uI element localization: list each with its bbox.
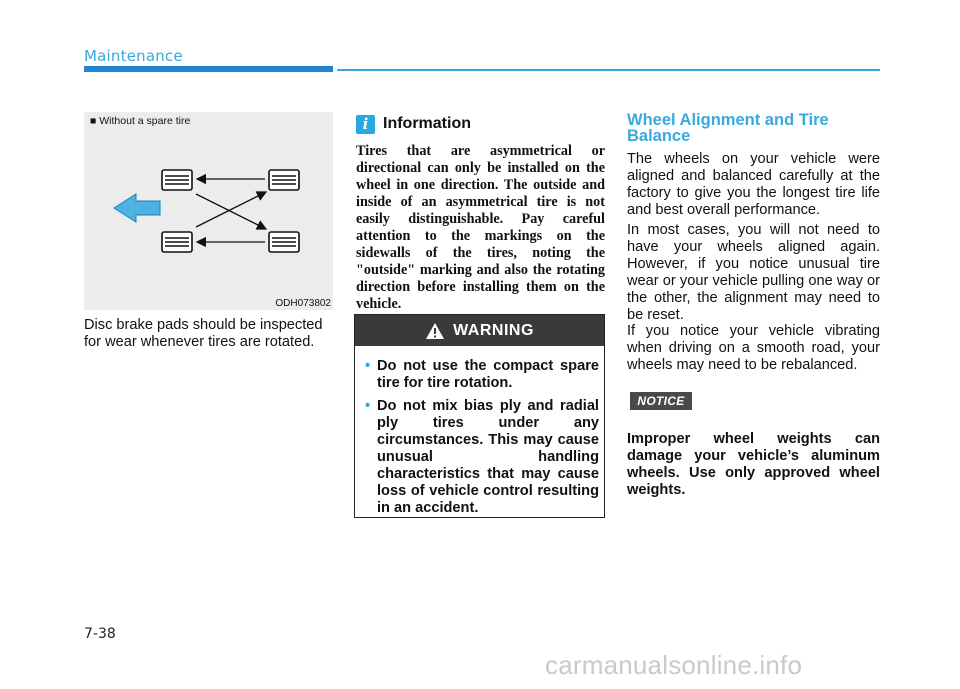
page-number: 7-38 bbox=[84, 626, 116, 642]
warning-box bbox=[354, 314, 605, 518]
tire-front-right bbox=[162, 232, 192, 252]
bullet-icon: • bbox=[365, 398, 371, 414]
section-title: Maintenance bbox=[84, 47, 183, 65]
notice-badge: NOTICE bbox=[630, 392, 692, 410]
alignment-paragraph-2: In most cases, you will not need to have your wheels aligned again. However, if you notice unusual tire wear or your vehicle pulling one way or the other, the alignment may need to be reset. bbox=[627, 222, 880, 323]
information-text: Tires that are asymmetrical or directional can only be installed on the wheel in one direction. The outside and inside of an asymmetrical tire is not easily distinguishable. Pay careful attention to the markings on the sidewalls of the tires, noting the "outside" marking and also the rotating direction before installing them on the vehicle. bbox=[356, 143, 605, 312]
warning-item bbox=[365, 398, 599, 517]
alignment-heading: Wheel Alignment and Tire Balance bbox=[627, 111, 829, 145]
information-title: Information bbox=[383, 115, 471, 132]
tire-rotation-figure bbox=[84, 112, 333, 310]
warning-item-text: Do not mix bias ply and radial ply tires under any circumstances. This may cause unusual handling characteristics that may cause loss of vehicle control resulting in an accident. bbox=[377, 398, 599, 516]
watermark: carmanualsonline.info bbox=[545, 650, 803, 680]
tire-rear-right bbox=[269, 232, 299, 252]
bullet-icon: • bbox=[365, 358, 371, 374]
warning-item bbox=[365, 358, 599, 392]
alignment-paragraph-3: If you notice your vehicle vibrating when driving on a smooth road, your wheels may need to be rebalanced. bbox=[627, 323, 880, 373]
notice-text: Improper wheel weights can damage your vehicle’s aluminum wheels. Use only approved wheel weights. bbox=[627, 431, 880, 498]
tire-rotation-diagram bbox=[84, 112, 333, 310]
alignment-paragraph-1: The wheels on your vehicle were aligned and balanced carefully at the factory to give you the longest tire life and best overall performance. bbox=[627, 151, 880, 218]
tire-front-left bbox=[162, 170, 192, 190]
tire-rear-left bbox=[269, 170, 299, 190]
brake-pad-note: Disc brake pads should be inspected for wear whenever tires are rotated. bbox=[84, 317, 323, 350]
header-rule-thin bbox=[337, 69, 880, 71]
warning-item-text: Do not use the compact spare tire for tire rotation. bbox=[377, 358, 599, 391]
warning-triangle-icon bbox=[425, 322, 445, 340]
information-heading bbox=[356, 113, 471, 135]
figure-code: ODH073802 bbox=[275, 298, 331, 309]
warning-header bbox=[355, 315, 604, 346]
figure-caption: ■ Without a spare tire bbox=[90, 115, 191, 127]
arrow-front-left-to-rear-right bbox=[196, 194, 266, 229]
warning-list bbox=[365, 358, 599, 523]
arrow-front-right-to-rear-left bbox=[196, 192, 266, 227]
warning-title: WARNING bbox=[453, 321, 534, 339]
front-direction-arrow bbox=[114, 194, 160, 222]
information-icon: i bbox=[356, 115, 375, 134]
header-rule-thick bbox=[84, 66, 333, 72]
